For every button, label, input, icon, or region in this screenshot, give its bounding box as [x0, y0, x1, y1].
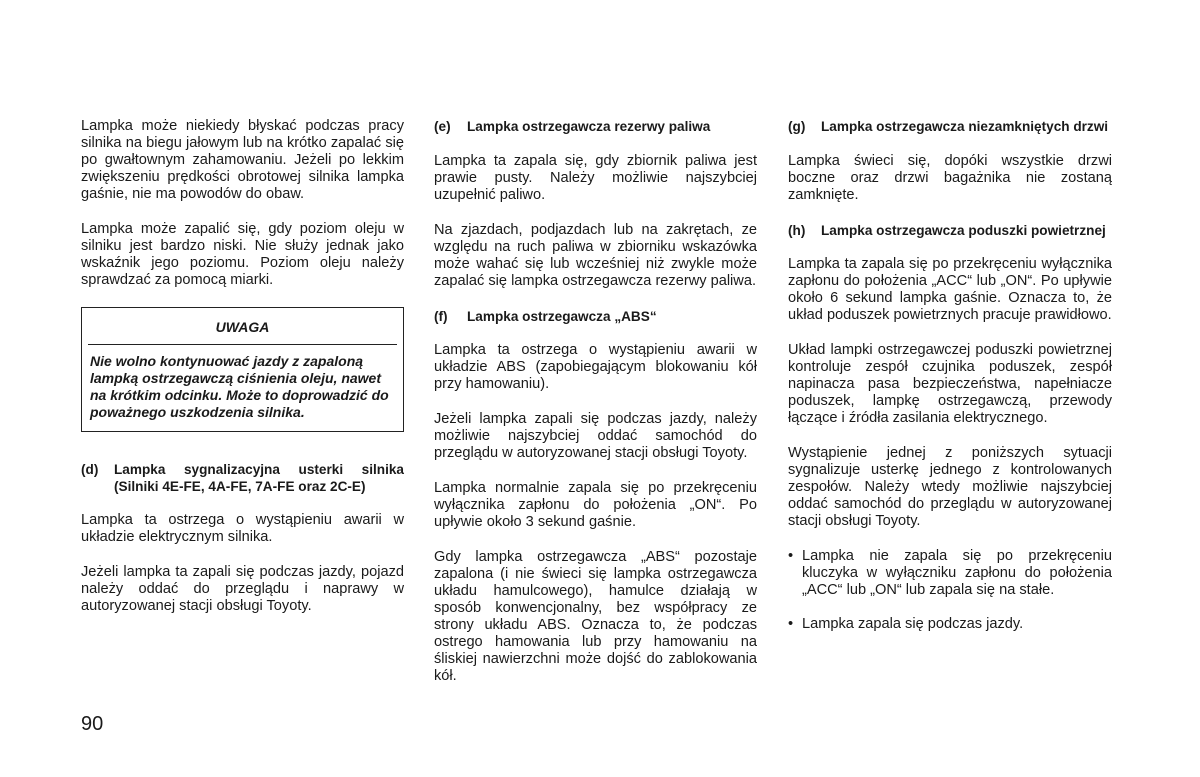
paragraph: Lampka ta zapala się po przekręceniu wyłącznika zapłonu do położenia „ACC“ lub „ON“. Po upływie około 6 sekund lampka gaśnie. Oznacza to, że układ poduszek powietrznych pracuje prawidłowo.	[788, 256, 1112, 323]
section-label: (g)	[788, 119, 806, 134]
section-heading-d	[81, 461, 404, 495]
paragraph: Układ lampki ostrzegawczej poduszki powietrznej kontroluje zespół czujnika poduszek, zespół napinacza pasa bezpieczeństwa, napełniacze poduszek, lampkę ostrzegawczą, przewody łączące i źródła zasilania elektrycznego.	[788, 342, 1112, 426]
bullet-marker: •	[788, 616, 794, 632]
section-label: (h)	[788, 223, 806, 238]
bullet-text: Lampka nie zapala się po przekręceniu kluczyka w wyłączniku zapłonu do położenia „ACC“ lub „ON“ lub zapala się na stałe.	[802, 548, 1112, 598]
paragraph: Lampka ta ostrzega o wystąpieniu awarii w układzie elektrycznym silnika.	[81, 512, 404, 545]
section-title: Lampka ostrzegawcza niezamkniętych drzwi	[821, 119, 1109, 134]
section-title: Lampka sygnalizacyjna usterki silnika (Silniki 4E-FE, 4A-FE, 7A-FE oraz 2C-E)	[114, 462, 404, 494]
section-title: Lampka ostrzegawcza „ABS“	[467, 309, 657, 324]
paragraph: Lampka normalnie zapala się po przekręceniu wyłącznika zapłonu do położenia „ON“. Po upływie około 3 sekund gaśnie.	[434, 480, 757, 530]
paragraph: Lampka może zapalić się, gdy poziom oleju w silniku jest bardzo niski. Nie służy jednak jako wskaźnik jego poziomu. Poziom oleju należy sprawdzać za pomocą miarki.	[81, 221, 404, 288]
section-label: (d)	[81, 462, 99, 477]
column-left	[81, 118, 404, 615]
paragraph: Wystąpienie jednej z poniższych sytuacji sygnalizuje usterkę jednego z kontrolowanych zespołów. Należy wtedy możliwie najszybciej oddać samochód do przeglądu w autoryzowanej stacji obsługi Toyoty.	[788, 445, 1112, 529]
bullet-item	[788, 548, 1112, 599]
paragraph: Lampka świeci się, dopóki wszystkie drzwi boczne oraz drzwi bagażnika nie zostaną zamknięte.	[788, 153, 1112, 203]
section-heading-e	[434, 118, 757, 135]
warning-title: UWAGA	[88, 308, 397, 345]
warning-box	[81, 307, 404, 432]
section-title: Lampka ostrzegawcza rezerwy paliwa	[467, 119, 711, 134]
column-middle	[434, 118, 757, 685]
warning-text: Nie wolno kontynuować jazdy z zapaloną lampką ostrzegawczą ciśnienia oleju, nawet na krótkim odcinku. Może to doprowadzić do poważnego uszkodzenia silnika.	[90, 353, 389, 420]
page-number: 90	[81, 713, 104, 735]
paragraph: Lampka ta zapala się, gdy zbiornik paliwa jest prawie pusty. Należy możliwie najszybciej uzupełnić paliwo.	[434, 153, 757, 203]
bullet-item	[788, 616, 1112, 633]
section-heading-h	[788, 222, 1112, 239]
column-right	[788, 118, 1112, 633]
paragraph: Lampka może niekiedy błyskać podczas pracy silnika na biegu jałowym lub na krótko zapalać się po gwałtownym zahamowaniu. Jeżeli po lekkim zwiększeniu prędkości obrotowej silnika lampka gaśnie, nie ma powodów do obaw.	[81, 118, 404, 202]
paragraph: Jeżeli lampka zapali się podczas jazdy, należy możliwie najszybciej oddać samochód do przeglądu w autoryzowanej stacji obsługi Toyoty.	[434, 411, 757, 461]
paragraph: Na zjazdach, podjazdach lub na zakrętach, ze względu na ruch paliwa w zbiorniku wskazówka może wahać się lub wcześniej niż zwykle może zapalać się lampka ostrzegawcza rezerwy paliwa.	[434, 222, 757, 289]
bullet-marker: •	[788, 548, 794, 564]
paragraph: Jeżeli lampka ta zapali się podczas jazdy, pojazd należy oddać do przeglądu i naprawy w autoryzowanej stacji obsługi Toyoty.	[81, 564, 404, 614]
section-heading-f	[434, 308, 757, 325]
section-heading-g	[788, 118, 1112, 135]
bullet-text: Lampka zapala się podczas jazdy.	[802, 616, 1024, 632]
section-label: (f)	[434, 309, 448, 324]
paragraph: Gdy lampka ostrzegawcza „ABS“ pozostaje zapalona (i nie świeci się lampka ostrzegawcza układu hamulcowego), hamulce działają w sposób konwencjonalny, bez współpracy ze strony układu ABS. Oznacza to, że podczas ostrego hamowania lub przy hamowaniu na śliskiej nawierzchni może dojść do zablokowania kół.	[434, 549, 757, 684]
section-label: (e)	[434, 119, 451, 134]
section-title: Lampka ostrzegawcza poduszki powietrznej	[821, 223, 1106, 238]
paragraph: Lampka ta ostrzega o wystąpieniu awarii w układzie ABS (zapobiegającym blokowaniu kół przy hamowaniu).	[434, 342, 757, 392]
